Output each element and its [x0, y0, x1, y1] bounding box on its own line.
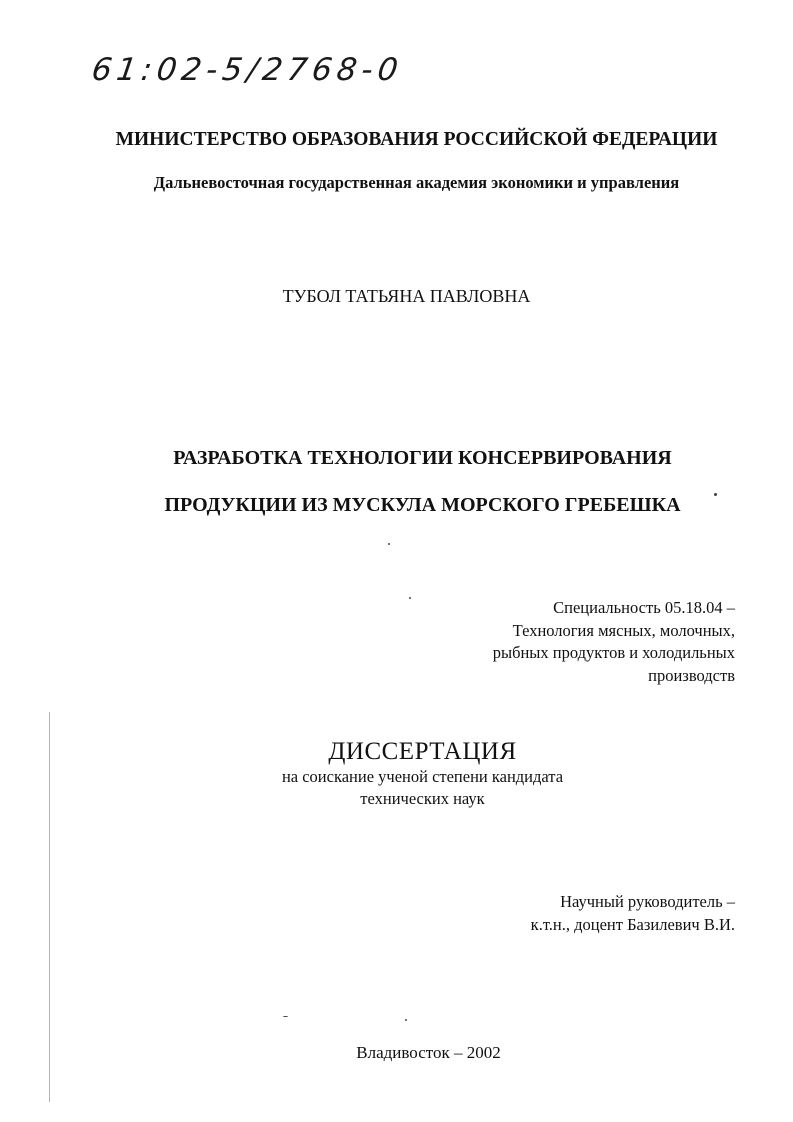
supervisor-line: Научный руководитель –	[560, 892, 735, 911]
thesis-title-line-2: ПРОДУКЦИИ ИЗ МУСКУЛА МОРСКОГО ГРЕБЕШКА	[164, 494, 681, 516]
supervisor-line: к.т.н., доцент Базилевич В.И.	[530, 914, 735, 934]
thesis-title-line-1: РАЗРАБОТКА ТЕХНОЛОГИИ КОНСЕРВИРОВАНИЯ	[173, 447, 672, 469]
specialty-line: производств	[648, 665, 735, 685]
specialty-line: рыбных продуктов и холодильных	[492, 643, 735, 662]
dissertation-subtitle-line-2: технических наук	[360, 789, 485, 808]
supervisor-block	[531, 891, 735, 936]
specialty-block	[493, 597, 735, 687]
ministry-heading: МИНИСТЕРСТВО ОБРАЗОВАНИЯ РОССИЙСКОЙ ФЕДЕРАЦИИ	[115, 129, 718, 150]
scan-speck	[283, 1016, 288, 1017]
specialty-line: Специальность 05.18.04 –	[553, 598, 735, 617]
scan-speck	[388, 543, 390, 545]
scan-margin-line	[49, 712, 50, 1102]
academy-heading: Дальневосточная государственная академия экономики и управления	[153, 173, 680, 192]
scan-speck	[405, 1019, 407, 1021]
dissertation-heading: ДИССЕРТАЦИЯ	[328, 738, 517, 765]
scan-speck	[409, 597, 411, 599]
handwritten-catalog-number: 61:02-5/2768-0	[89, 52, 406, 88]
city-year: Владивосток – 2002	[356, 1043, 501, 1062]
specialty-line: Технология мясных, молочных,	[512, 620, 735, 640]
scan-speck	[714, 493, 717, 496]
author-name: ТУБОЛ ТАТЬЯНА ПАВЛОВНА	[282, 286, 531, 306]
dissertation-subtitle-line-1: на соискание ученой степени кандидата	[281, 767, 564, 786]
